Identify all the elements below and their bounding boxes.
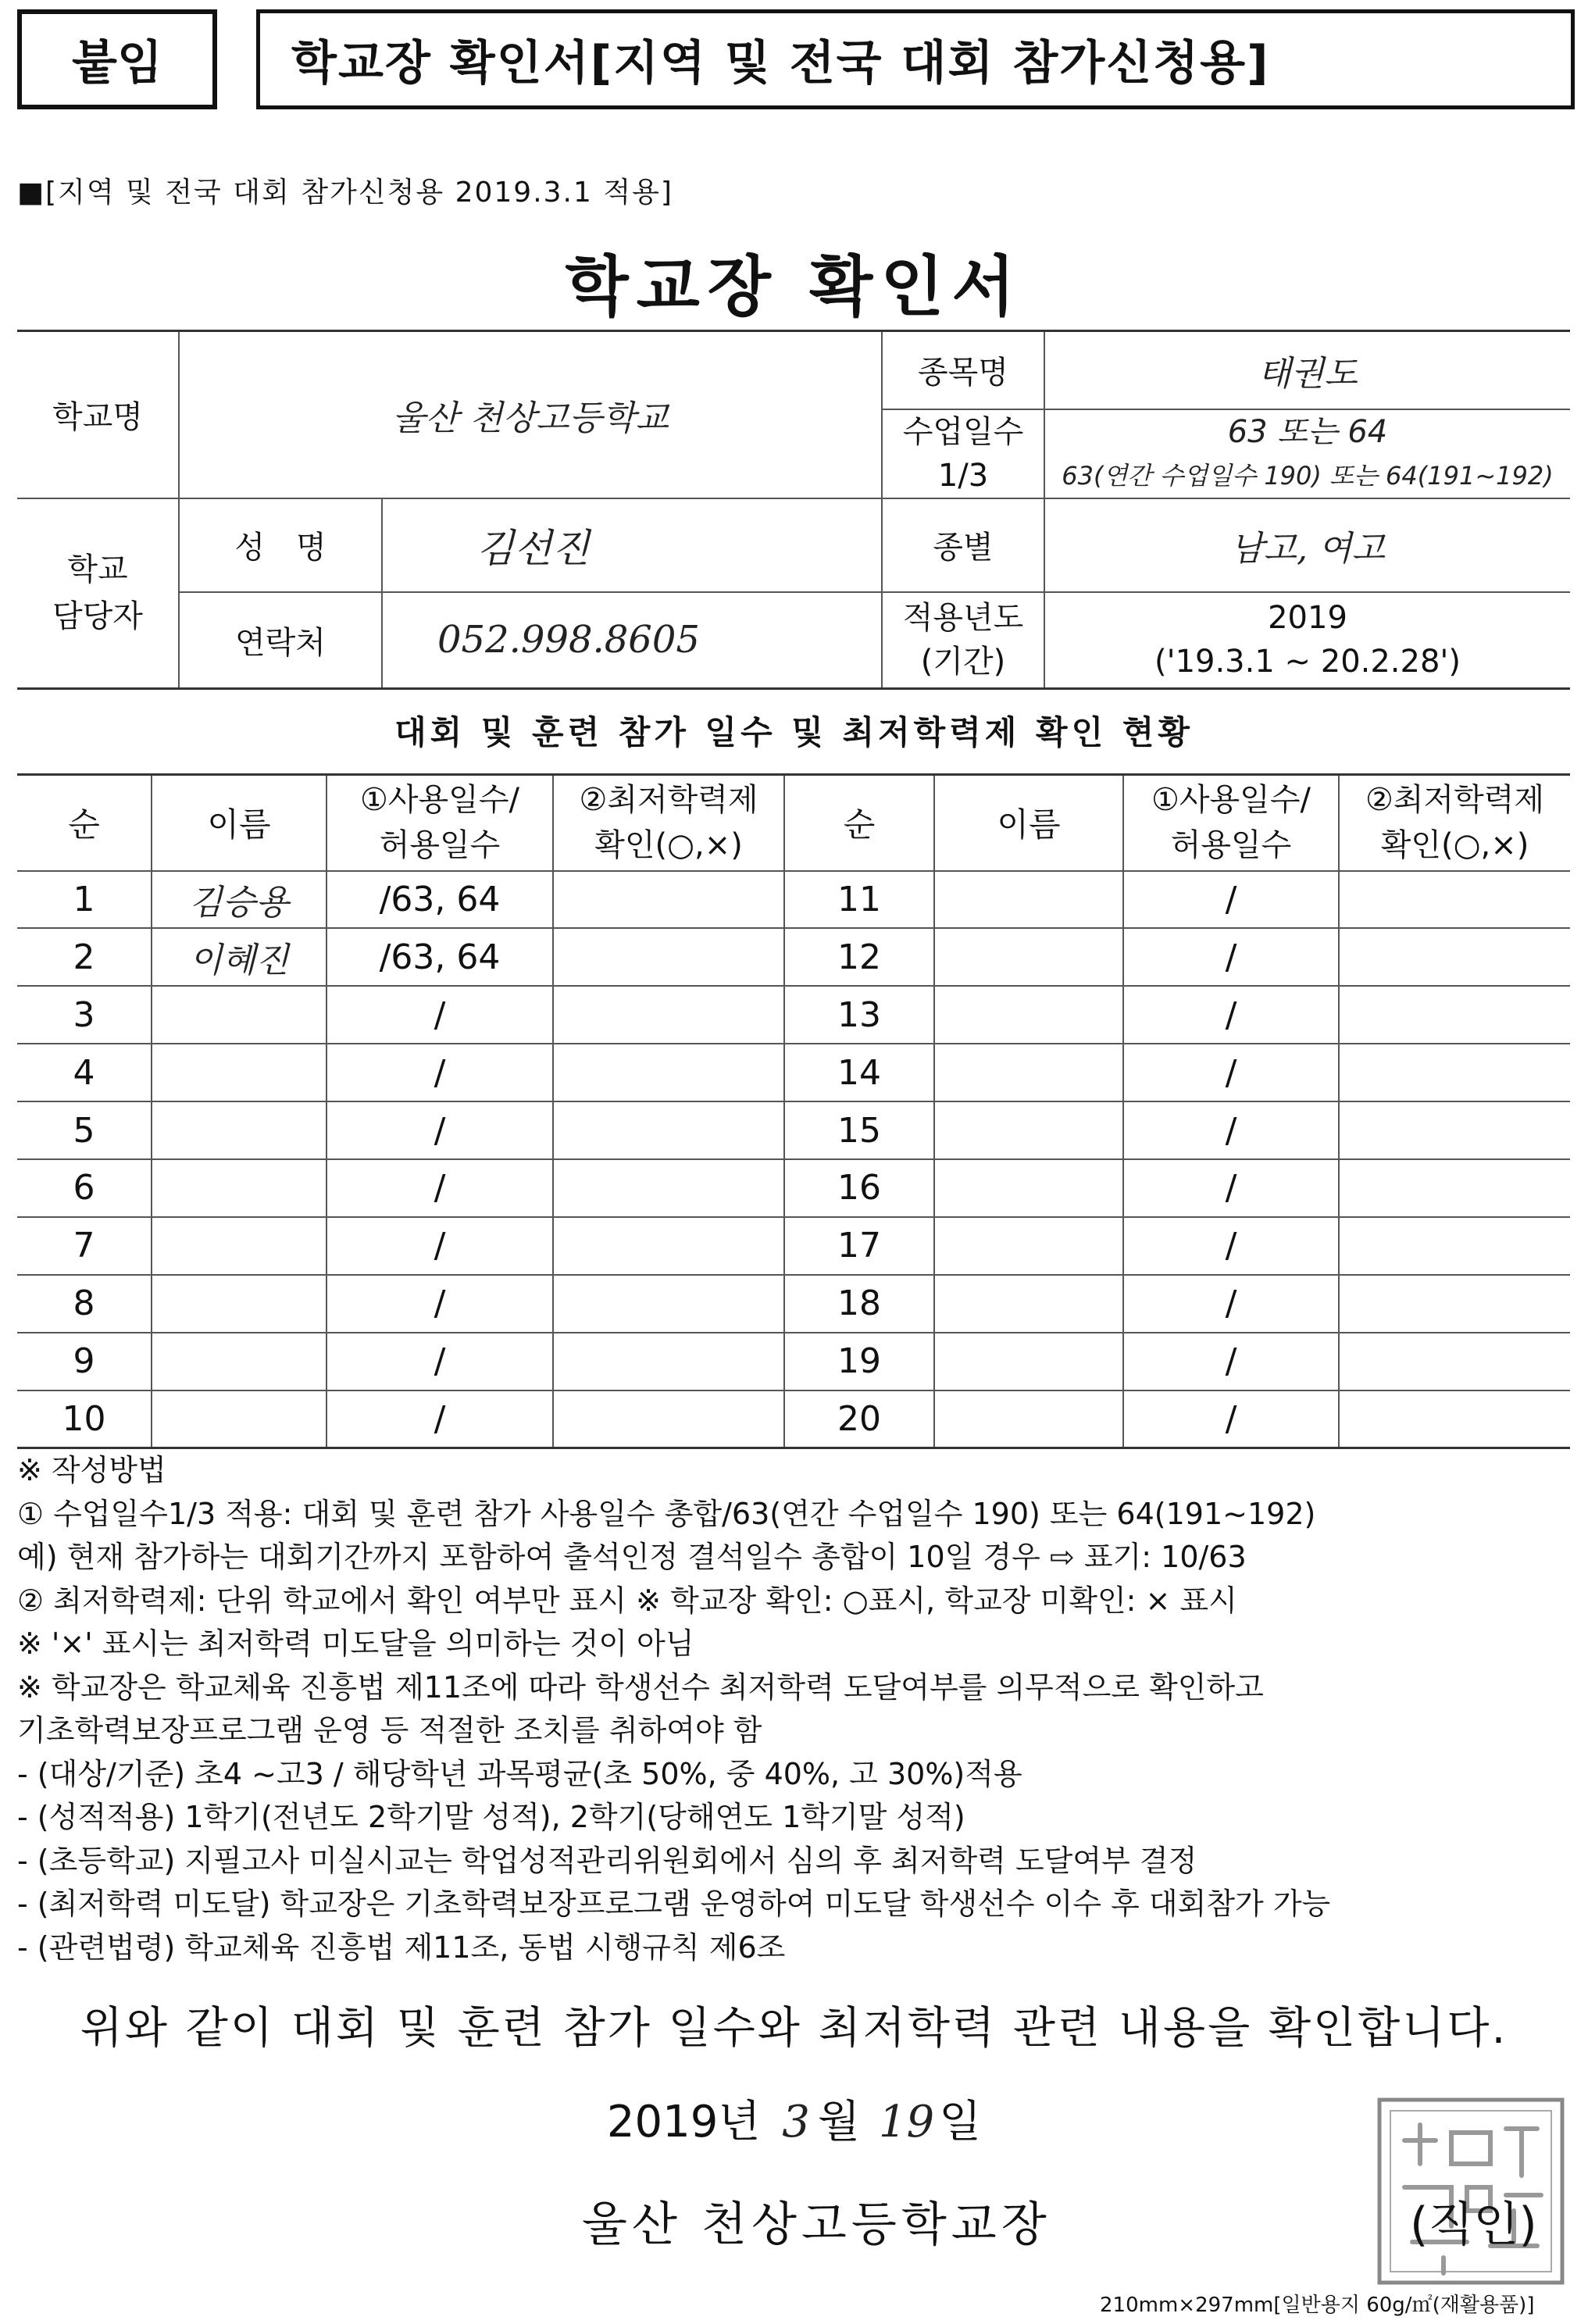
row-number: 10 <box>17 1390 152 1448</box>
staff-label-line2: 담당자 <box>52 598 143 635</box>
staff-name-label: 성 명 <box>179 498 382 592</box>
attachment-tag: 붙임 <box>17 9 217 109</box>
col-days-left <box>327 775 553 871</box>
category-label: 종별 <box>882 498 1044 592</box>
participation-header-row <box>17 775 1570 871</box>
section-title: 대회 및 훈련 참가 일수 및 최저학력제 확인 현황 <box>394 713 1194 751</box>
row-number: 3 <box>17 986 152 1044</box>
academic-check-cell[interactable] <box>1339 1275 1570 1333</box>
participant-name <box>934 986 1123 1044</box>
participant-name <box>934 871 1123 929</box>
col-days-right-line2: 허용일수 <box>1170 827 1292 864</box>
row-number: 20 <box>784 1390 934 1448</box>
year-period: ('19.3.1 ~ 20.2.28') <box>1154 644 1461 680</box>
instruction-line: - (대상/기준) 초4 ~고3 / 해당학년 과목평균(초 50%, 중 40%, 고 30%)적용 <box>17 1756 1022 1791</box>
col-check-right-line1: ②최저학력제 <box>1365 782 1545 819</box>
participation-row <box>17 1159 1570 1217</box>
academic-check-cell[interactable] <box>553 928 784 986</box>
academic-check-cell[interactable] <box>553 1044 784 1101</box>
used-days-cell[interactable]: / <box>1123 1333 1339 1390</box>
instruction-line: ※ '×' 표시는 최저학력 미도달을 의미하는 것이 아님 <box>17 1626 694 1661</box>
row-number: 8 <box>17 1275 152 1333</box>
row-number: 16 <box>784 1159 934 1217</box>
participant-name <box>934 1101 1123 1159</box>
academic-check-cell[interactable] <box>553 1159 784 1217</box>
instruction-line: - (초등학교) 지필고사 미실시교는 학업성적관리위원회에서 심의 후 최저학력 도달여부 결정 <box>17 1843 1197 1878</box>
academic-check-cell[interactable] <box>553 871 784 929</box>
used-days-cell[interactable]: / <box>327 1390 553 1448</box>
used-days-cell[interactable]: / <box>327 1044 553 1101</box>
year-label <box>882 592 1044 689</box>
participation-row <box>17 1217 1570 1275</box>
year-label-line1: 적용년도 <box>902 600 1024 637</box>
participation-table <box>17 773 1570 1449</box>
school-label: 학교명 <box>17 331 179 498</box>
row-number: 11 <box>784 871 934 929</box>
row-number: 15 <box>784 1101 934 1159</box>
used-days-cell[interactable]: / <box>1123 1217 1339 1275</box>
academic-check-cell[interactable] <box>553 1333 784 1390</box>
participant-name <box>152 1159 327 1217</box>
class-days-number: 63 또는 64 <box>1227 413 1388 450</box>
used-days-cell[interactable]: / <box>327 1275 553 1333</box>
academic-check-cell[interactable] <box>1339 1101 1570 1159</box>
col-no-left: 순 <box>17 775 152 871</box>
confirmation-statement: 위와 같이 대회 및 훈련 참가 일수와 최저학력 관련 내용을 확인합니다. <box>80 2003 1508 2054</box>
class-days-label-line1: 수업일수 <box>902 413 1024 450</box>
year-value <box>1044 592 1570 689</box>
row-number: 18 <box>784 1275 934 1333</box>
instruction-line: ② 최저학력제: 단위 학교에서 확인 여부만 표시 ※ 학교장 확인: ○표시, 학교장 미확인: × 표시 <box>17 1583 1237 1618</box>
participation-row <box>17 871 1570 929</box>
academic-check-cell[interactable] <box>553 1275 784 1333</box>
used-days-cell[interactable]: /63, 64 <box>327 871 553 929</box>
academic-check-cell[interactable] <box>1339 871 1570 929</box>
class-days-label <box>882 409 1044 498</box>
col-days-left-line1: ①사용일수/ <box>360 782 519 819</box>
used-days-cell[interactable]: / <box>1123 928 1339 986</box>
instruction-line: - (최저학력 미도달) 학교장은 기초학력보장프로그램 운영하여 미도달 학생선수 이수 후 대회참가 가능 <box>17 1887 1331 1921</box>
principal-name: 울산 천상고등학교장 <box>582 2197 1051 2252</box>
instruction-line: ① 수업일수1/3 적용: 대회 및 훈련 참가 사용일수 총합/63(연간 수업일수 190) 또는 64(191~192) <box>17 1496 1316 1531</box>
staff-label <box>17 498 179 689</box>
row-number: 13 <box>784 986 934 1044</box>
academic-check-cell[interactable] <box>1339 1390 1570 1448</box>
row-number: 19 <box>784 1333 934 1390</box>
col-days-left-line2: 허용일수 <box>379 827 501 864</box>
used-days-cell[interactable]: / <box>327 1217 553 1275</box>
used-days-cell[interactable]: / <box>1123 1159 1339 1217</box>
col-days-right-line1: ①사용일수/ <box>1151 782 1311 819</box>
row-number: 6 <box>17 1159 152 1217</box>
instruction-line: ※ 학교장은 학교체육 진흥법 제11조에 따라 학생선수 최저학력 도달여부를 의무적으로 확인하고 <box>17 1669 1264 1705</box>
academic-check-cell[interactable] <box>1339 1333 1570 1390</box>
row-number: 17 <box>784 1217 934 1275</box>
participation-row <box>17 1275 1570 1333</box>
col-check-right-line2: 확인(○,×) <box>1380 827 1529 864</box>
instructions <box>17 1449 1572 1969</box>
used-days-cell[interactable]: / <box>327 986 553 1044</box>
academic-check-cell[interactable] <box>553 1217 784 1275</box>
date-day-unit: 일 <box>939 2097 982 2147</box>
contact-label: 연락처 <box>179 592 382 689</box>
date-day: 19 <box>878 2097 935 2147</box>
participation-row <box>17 928 1570 986</box>
row-number: 7 <box>17 1217 152 1275</box>
staff-name-value: 김선진 <box>382 498 882 592</box>
col-check-right <box>1339 775 1570 871</box>
academic-check-cell[interactable] <box>553 1101 784 1159</box>
col-days-right <box>1123 775 1339 871</box>
paper-spec-footer: 210mm×297mm[일반용지 60g/㎡(재활용품)] <box>1100 2294 1535 2317</box>
row-number: 14 <box>784 1044 934 1101</box>
date-year: 2019년 <box>606 2097 761 2147</box>
signing-date <box>0 2087 1588 2150</box>
participant-name <box>152 1333 327 1390</box>
participation-row <box>17 1333 1570 1390</box>
col-no-right: 순 <box>784 775 934 871</box>
seal-label: (직인) <box>1410 2197 1537 2252</box>
row-number: 5 <box>17 1101 152 1159</box>
used-days-cell[interactable]: / <box>327 1333 553 1390</box>
used-days-cell[interactable]: /63, 64 <box>327 928 553 986</box>
participant-name: 이혜진 <box>152 928 327 986</box>
academic-check-cell[interactable] <box>553 986 784 1044</box>
participant-name <box>152 1101 327 1159</box>
year-label-line2: (기간) <box>920 644 1006 680</box>
used-days-cell[interactable]: / <box>1123 871 1339 929</box>
academic-check-cell[interactable] <box>1339 1159 1570 1217</box>
used-days-cell[interactable]: / <box>1123 986 1339 1044</box>
participation-row <box>17 986 1570 1044</box>
row-number: 9 <box>17 1333 152 1390</box>
academic-check-cell[interactable] <box>1339 1217 1570 1275</box>
used-days-cell[interactable]: / <box>1123 1101 1339 1159</box>
category-value: 남고, 여고 <box>1044 498 1570 592</box>
used-days-cell[interactable]: / <box>1123 1275 1339 1333</box>
event-label: 종목명 <box>882 331 1044 409</box>
date-month: 3 <box>782 2097 810 2147</box>
instruction-line: - (성적적용) 1학기(전년도 2학기말 성적), 2학기(당해연도 1학기말 성적) <box>17 1800 965 1834</box>
staff-label-line1: 학교 <box>67 552 128 588</box>
used-days-cell[interactable]: / <box>1123 1390 1339 1448</box>
row-number: 4 <box>17 1044 152 1101</box>
academic-check-cell[interactable] <box>1339 1044 1570 1101</box>
col-check-left-line2: 확인(○,×) <box>594 827 743 864</box>
row-number: 12 <box>784 928 934 986</box>
event-value: 태권도 <box>1044 331 1570 409</box>
participant-name <box>152 1275 327 1333</box>
instruction-line: 기초학력보장프로그램 운영 등 적절한 조치를 취하여야 함 <box>17 1713 762 1747</box>
row-number: 2 <box>17 928 152 986</box>
participation-row <box>17 1390 1570 1448</box>
info-table <box>17 330 1570 690</box>
participant-name <box>152 1044 327 1101</box>
participant-name <box>934 928 1123 986</box>
contact-value: 052.998.8605 <box>382 592 882 689</box>
participant-name <box>934 1390 1123 1448</box>
year-number: 2019 <box>1268 600 1347 637</box>
instruction-line: ※ 작성방법 <box>17 1453 166 1487</box>
col-name-left: 이름 <box>152 775 327 871</box>
class-days-value <box>1044 409 1570 498</box>
participation-row <box>17 1101 1570 1159</box>
class-days-label-line2: 1/3 <box>937 457 989 494</box>
instruction-line: 예) 현재 참가하는 대회기간까지 포함하여 출석인정 결석일수 총합이 10일 경우 ⇨ 표기: 10/63 <box>17 1540 1247 1574</box>
participant-name <box>934 1275 1123 1333</box>
participant-name <box>152 986 327 1044</box>
used-days-cell[interactable]: / <box>327 1159 553 1217</box>
participation-row <box>17 1044 1570 1101</box>
academic-check-cell[interactable] <box>1339 986 1570 1044</box>
col-check-left <box>553 775 784 871</box>
col-check-left-line1: ②최저학력제 <box>579 782 758 819</box>
participant-name <box>934 1044 1123 1101</box>
academic-check-cell[interactable] <box>1339 928 1570 986</box>
document-header-title: 학교장 확인서[지역 및 전국 대회 참가신청용] <box>256 9 1575 109</box>
class-days-note: 63(연간 수업일수 190) 또는 64(191~192) <box>1062 460 1554 491</box>
participant-name <box>934 1333 1123 1390</box>
participant-name <box>152 1217 327 1275</box>
participant-name: 김승용 <box>152 871 327 929</box>
participant-name <box>934 1217 1123 1275</box>
used-days-cell[interactable]: / <box>1123 1044 1339 1101</box>
date-month-unit: 월 <box>817 2097 860 2147</box>
col-name-right: 이름 <box>934 775 1123 871</box>
participant-name <box>152 1390 327 1448</box>
row-number: 1 <box>17 871 152 929</box>
instruction-line: - (관련법령) 학교체육 진흥법 제11조, 동법 시행규칙 제6조 <box>17 1930 786 1965</box>
application-note: ■[지역 및 전국 대회 참가신청용 2019.3.1 적용] <box>17 177 673 209</box>
academic-check-cell[interactable] <box>553 1390 784 1448</box>
participant-name <box>934 1159 1123 1217</box>
school-name: 울산 천상고등학교 <box>179 331 882 498</box>
used-days-cell[interactable]: / <box>327 1101 553 1159</box>
page-title: 학교장 확인서 <box>565 248 1023 325</box>
